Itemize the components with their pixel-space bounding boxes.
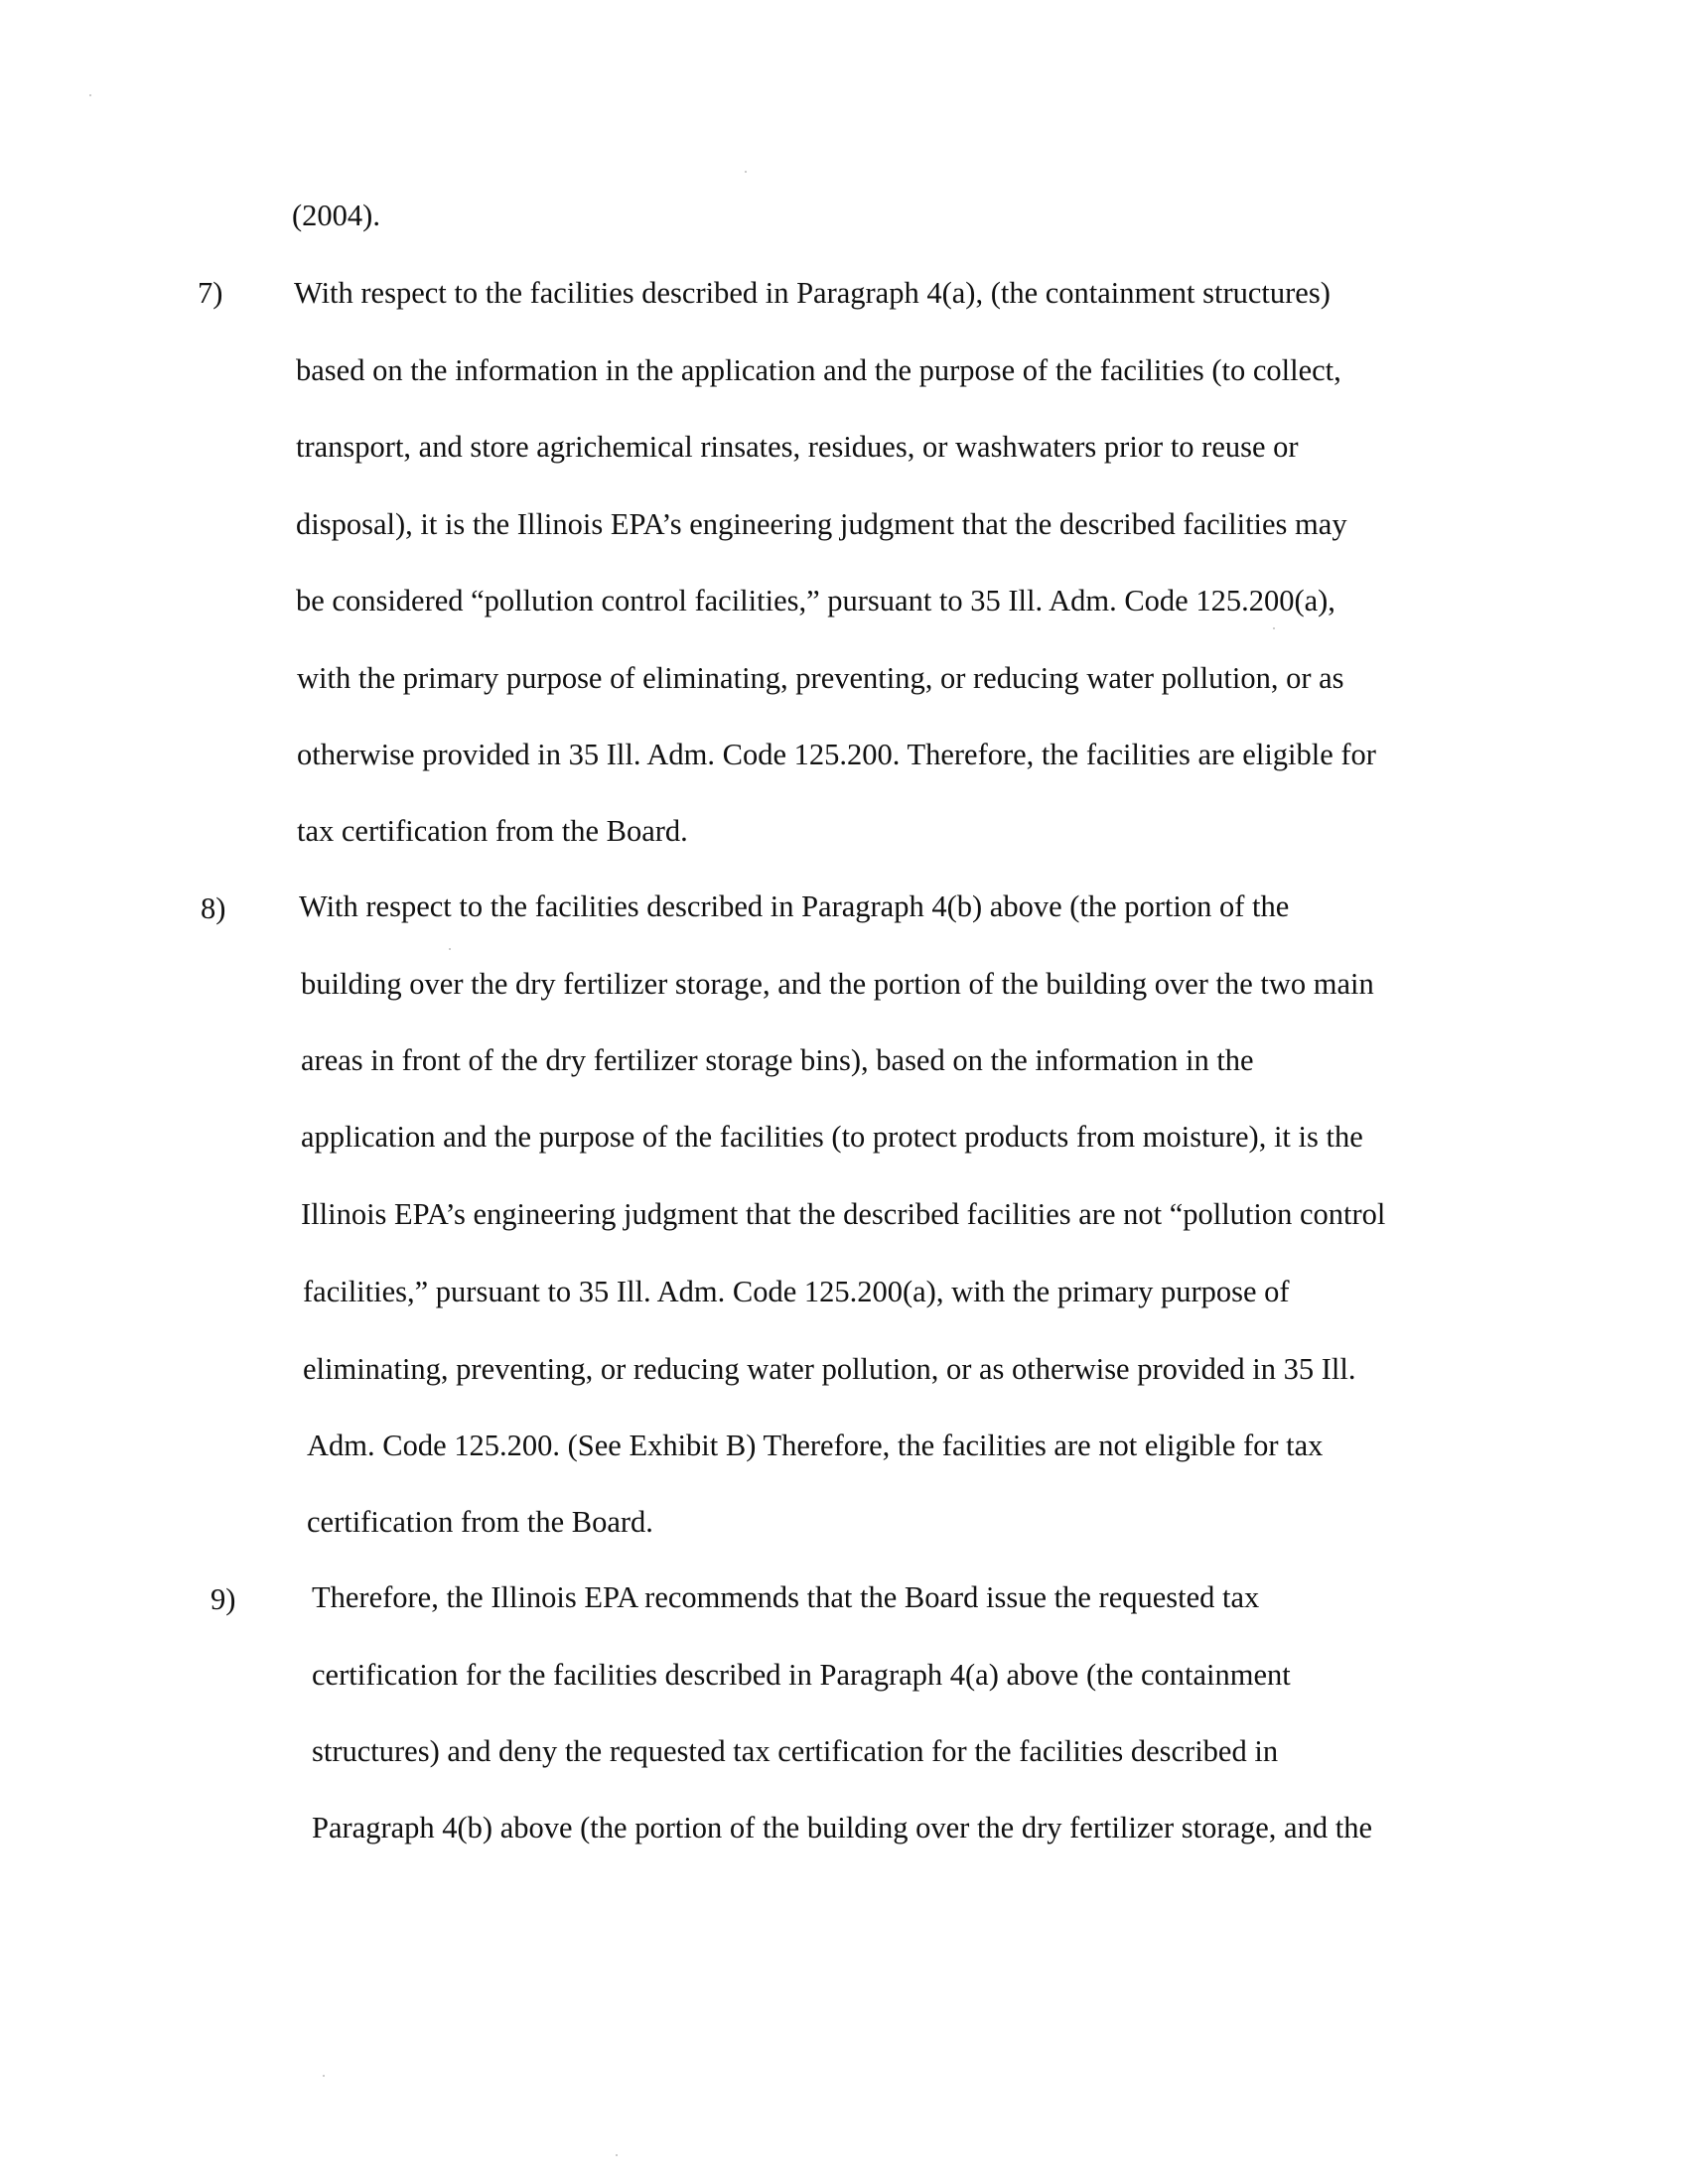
scan-speck — [449, 948, 451, 950]
paragraph-line: structures) and deny the requested tax certification for the facilities described in — [312, 1734, 1279, 1768]
paragraph-line: building over the dry fertilizer storage, and the portion of the building over the two main — [301, 967, 1374, 1001]
scan-speck — [89, 94, 91, 96]
paragraph-line: certification for the facilities described in Paragraph 4(a) above (the containment — [312, 1658, 1291, 1692]
paragraph-line: Therefore, the Illinois EPA recommends that the Board issue the requested tax — [312, 1580, 1260, 1614]
paragraph-number: 9) — [210, 1582, 236, 1616]
paragraph-line: application and the purpose of the facilities (to protect products from moisture), it is the — [301, 1120, 1363, 1154]
paragraph-line: Adm. Code 125.200. (See Exhibit B) Therefore, the facilities are not eligible for tax — [307, 1429, 1324, 1462]
paragraph-number: 8) — [201, 891, 226, 925]
continuation-text: (2004). — [292, 199, 380, 232]
paragraph-line: Paragraph 4(b) above (the portion of the building over the dry fertilizer storage, and the — [312, 1811, 1372, 1844]
paragraph-line: otherwise provided in 35 Ill. Adm. Code 125.200. Therefore, the facilities are eligible for — [297, 738, 1376, 771]
paragraph-line: areas in front of the dry fertilizer storage bins), based on the information in the — [301, 1043, 1254, 1077]
scan-speck — [616, 2154, 618, 2156]
scan-speck — [1273, 627, 1275, 629]
paragraph-number: 7) — [198, 276, 223, 310]
paragraph-line: facilities,” pursuant to 35 Ill. Adm. Code 125.200(a), with the primary purpose of — [303, 1275, 1290, 1308]
paragraph-line: eliminating, preventing, or reducing water pollution, or as otherwise provided in 35 Ill. — [303, 1352, 1356, 1386]
paragraph-line: Illinois EPA’s engineering judgment that the described facilities are not “pollution control — [301, 1197, 1386, 1231]
paragraph-line: tax certification from the Board. — [297, 814, 688, 848]
paragraph-line: be considered “pollution control facilities,” pursuant to 35 Ill. Adm. Code 125.200(a), — [296, 584, 1335, 617]
paragraph-line: disposal), it is the Illinois EPA’s engineering judgment that the described facilities may — [296, 507, 1347, 541]
paragraph-line: transport, and store agrichemical rinsates, residues, or washwaters prior to reuse or — [296, 430, 1299, 464]
paragraph-line: with the primary purpose of eliminating, preventing, or reducing water pollution, or as — [297, 661, 1344, 695]
paragraph-line: With respect to the facilities described in Paragraph 4(a), (the containment structures) — [294, 276, 1331, 310]
paragraph-line: With respect to the facilities described in Paragraph 4(b) above (the portion of the — [299, 889, 1290, 923]
paragraph-line: certification from the Board. — [307, 1505, 653, 1539]
paragraph-line: based on the information in the application and the purpose of the facilities (to collect, — [296, 353, 1341, 387]
scan-speck — [745, 171, 747, 173]
scan-speck — [323, 2075, 325, 2077]
